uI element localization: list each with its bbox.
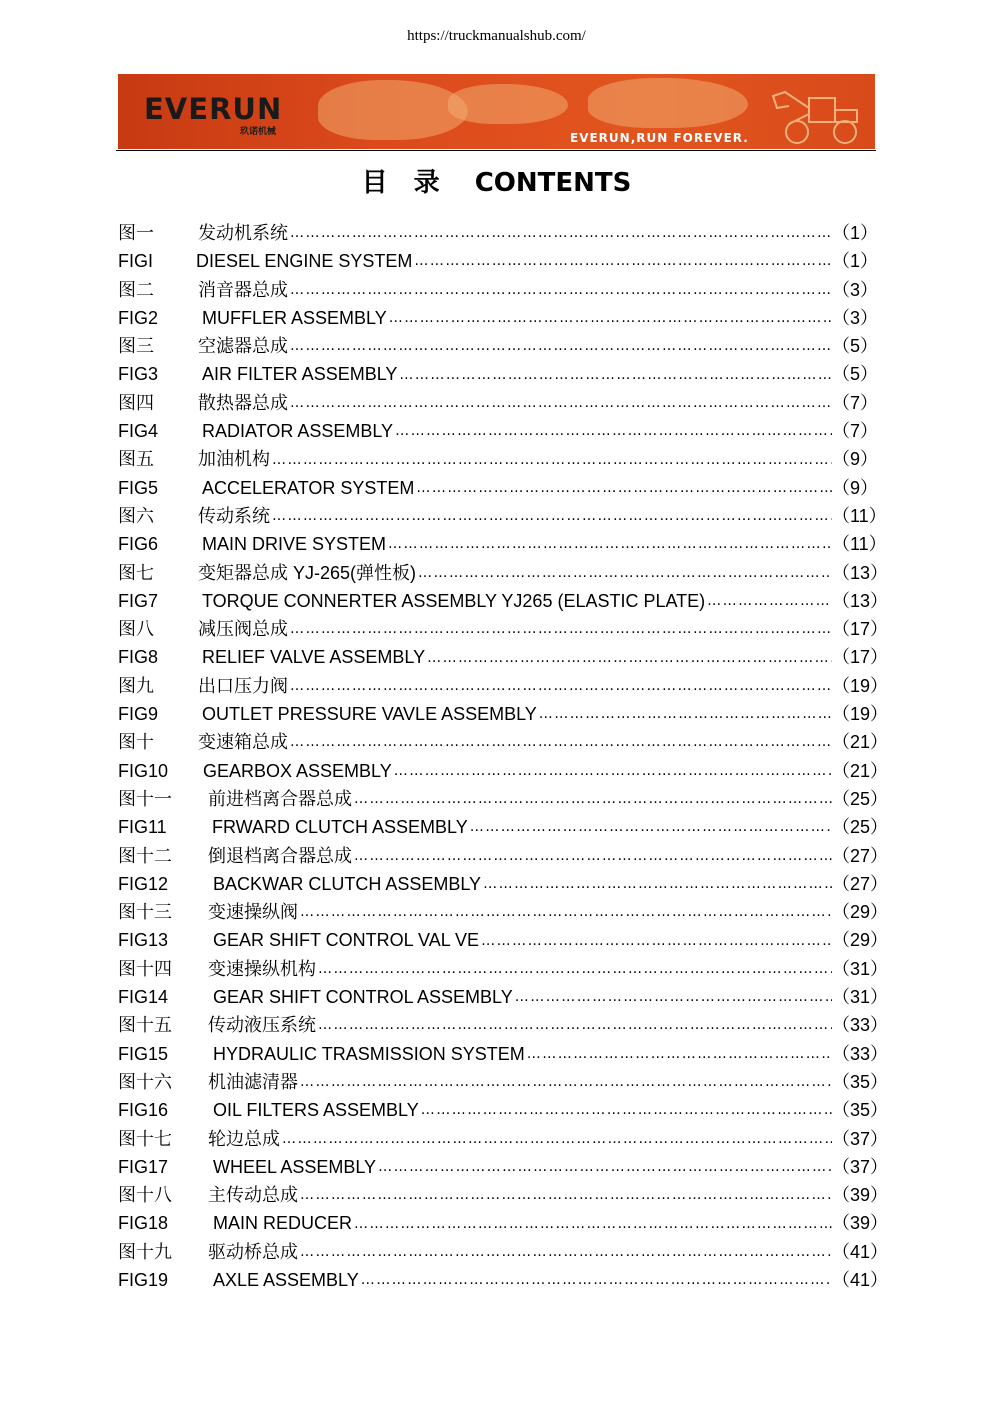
toc-entry-title: 散热器总成	[198, 392, 288, 413]
toc-figure-number: 图七	[118, 562, 154, 583]
toc-figure-number: 图一	[118, 223, 154, 243]
page-title	[0, 162, 993, 199]
toc-dot-leader	[361, 1266, 832, 1294]
toc-dot-leader	[290, 332, 832, 360]
toc-dot-leader	[318, 1011, 832, 1039]
toc-figure-number: 图四	[118, 392, 154, 413]
toc-entry-title: GEARBOX ASSEMBLY	[203, 760, 392, 781]
toc-entry[interactable]	[118, 1181, 889, 1209]
toc-entry[interactable]	[118, 1096, 889, 1124]
toc-figure-number: FIG11	[118, 817, 167, 838]
toc-entry-title: 消音器总成	[198, 279, 288, 300]
toc-figure-number: 图十七	[118, 1128, 172, 1149]
toc-figure-number: FIG4	[118, 421, 159, 442]
toc-dot-leader	[470, 813, 832, 841]
toc-entry[interactable]	[118, 389, 879, 417]
brand-logo-subtitle: 玖诺机械	[240, 127, 277, 137]
toc-figure-number: FIG5	[118, 477, 159, 498]
toc-page-number: （29）	[832, 902, 889, 923]
toc-page-number: （9）	[832, 449, 879, 470]
toc-page-number: （1）	[832, 223, 879, 243]
toc-entry[interactable]	[118, 728, 889, 756]
toc-figure-number: FIG15	[118, 1043, 169, 1064]
toc-page-number: （31）	[832, 987, 889, 1008]
toc-entry-title: 传动系统	[198, 505, 270, 526]
toc-entry[interactable]	[118, 276, 879, 304]
toc-page-number: （37）	[832, 1128, 889, 1149]
toc-entry[interactable]	[118, 219, 879, 247]
toc-page-number: （39）	[832, 1185, 889, 1206]
toc-entry[interactable]	[118, 1209, 889, 1237]
toc-figure-number: 图二	[118, 279, 154, 300]
toc-figure-number: 图十四	[118, 958, 172, 979]
toc-entry-title: TORQUE CONNERTER ASSEMBLY YJ265 (ELASTIC PLATE)	[202, 590, 706, 611]
toc-entry-title: 减压阀总成	[198, 619, 288, 640]
toc-page-number: （9）	[832, 477, 879, 498]
toc-entry-title: 机油滤清器	[208, 1071, 298, 1092]
toc-dot-leader	[300, 1238, 832, 1266]
toc-page-number: （21）	[832, 732, 889, 753]
toc-dot-leader	[354, 1210, 832, 1238]
toc-page-number: （19）	[832, 704, 889, 725]
toc-figure-number: 图十六	[118, 1071, 172, 1092]
toc-page-number: （1）	[832, 251, 879, 272]
toc-entry[interactable]	[118, 870, 889, 898]
toc-dot-leader	[389, 304, 832, 332]
toc-entry[interactable]	[118, 898, 889, 926]
toc-entry[interactable]	[118, 502, 887, 530]
toc-dot-leader	[290, 389, 832, 417]
toc-dot-leader	[539, 700, 832, 728]
toc-entry[interactable]	[118, 474, 879, 502]
toc-entry[interactable]	[118, 559, 889, 587]
toc-page-number: （35）	[832, 1071, 889, 1092]
toc-page-number: （3）	[832, 307, 879, 328]
banner-underline	[116, 150, 876, 151]
toc-figure-number: FIG12	[118, 873, 169, 894]
toc-figure-number: FIG19	[118, 1269, 169, 1290]
toc-figure-number: FIG10	[118, 760, 169, 781]
toc-entry[interactable]	[118, 445, 879, 473]
toc-entry[interactable]	[118, 360, 879, 388]
toc-dot-leader	[418, 559, 832, 587]
toc-entry[interactable]	[118, 926, 889, 954]
toc-page-number: （33）	[832, 1043, 889, 1064]
toc-entry-title: 变矩器总成 YJ-265(弹性板)	[198, 562, 417, 583]
toc-entry[interactable]	[118, 1153, 889, 1181]
toc-figure-number: FIG7	[118, 590, 159, 611]
toc-dot-leader	[290, 219, 832, 247]
toc-dot-leader	[290, 672, 832, 700]
toc-entry[interactable]	[118, 955, 889, 983]
toc-dot-leader	[388, 530, 832, 558]
toc-entry-title: RADIATOR ASSEMBLY	[202, 421, 394, 442]
toc-entry[interactable]	[118, 813, 889, 841]
toc-dot-leader	[378, 1153, 832, 1181]
toc-entry-title: DIESEL ENGINE SYSTEM	[196, 251, 413, 272]
toc-page-number: （27）	[832, 845, 889, 866]
toc-entry[interactable]	[118, 700, 889, 728]
toc-figure-number: FIG3	[118, 364, 159, 385]
toc-entry-title: 变速操纵机构	[208, 958, 316, 979]
toc-figure-number: 图九	[118, 675, 154, 696]
toc-entry[interactable]	[118, 417, 879, 445]
toc-page-number: （19）	[832, 675, 889, 696]
toc-dot-leader	[272, 446, 832, 474]
toc-entry-title: MUFFLER ASSEMBLY	[202, 307, 387, 328]
toc-dot-leader	[481, 927, 832, 955]
toc-page-number: （29）	[832, 930, 889, 951]
toc-entry[interactable]	[118, 983, 889, 1011]
toc-dot-leader	[707, 587, 832, 615]
toc-figure-number: FIG14	[118, 987, 169, 1008]
toc-entry-title: AXLE ASSEMBLY	[213, 1269, 359, 1290]
world-map-decoration	[318, 80, 468, 140]
toc-dot-leader	[416, 474, 832, 502]
toc-dot-leader	[414, 247, 832, 275]
toc-dot-leader	[290, 728, 832, 756]
toc-entry[interactable]	[118, 643, 889, 671]
toc-entry[interactable]	[118, 757, 889, 785]
toc-dot-leader	[483, 870, 832, 898]
toc-page-number: （11）	[832, 505, 887, 526]
toc-figure-number: FIG2	[118, 307, 159, 328]
toc-entry-title: OIL FILTERS ASSEMBLY	[213, 1100, 419, 1121]
toc-entry-title: MAIN DRIVE SYSTEM	[202, 534, 387, 555]
brand-slogan: EVERUN,RUN FOREVER.	[570, 131, 749, 145]
toc-entry-title: 轮边总成	[208, 1128, 280, 1149]
toc-page-number: （17）	[832, 647, 889, 668]
toc-figure-number: FIG16	[118, 1100, 169, 1121]
toc-dot-leader	[354, 842, 832, 870]
toc-page-number: （11）	[832, 534, 887, 555]
toc-entry-title: 主传动总成	[208, 1185, 298, 1206]
toc-figure-number: 图六	[118, 505, 154, 526]
toc-page-number: （5）	[832, 364, 879, 385]
toc-dot-leader	[300, 1181, 832, 1209]
toc-page-number: （41）	[832, 1241, 889, 1262]
toc-figure-number: 图十三	[118, 902, 172, 923]
toc-page-number: （35）	[832, 1100, 889, 1121]
toc-page-number: （39）	[832, 1213, 889, 1234]
toc-entry-title: 出口压力阀	[198, 675, 288, 696]
toc-entry-title: FRWARD CLUTCH ASSEMBLY	[212, 817, 468, 838]
toc-figure-number: 图八	[118, 619, 154, 640]
toc-entry[interactable]	[118, 1040, 889, 1068]
toc-page-number: （3）	[832, 279, 879, 300]
toc-dot-leader	[354, 785, 832, 813]
toc-dot-leader	[427, 644, 832, 672]
toc-entry-title: 发动机系统	[198, 223, 288, 243]
table-of-contents	[118, 219, 889, 1294]
toc-entry[interactable]	[118, 842, 889, 870]
toc-entry-title: RELIEF VALVE ASSEMBLY	[202, 647, 426, 668]
toc-page-number: （27）	[832, 873, 889, 894]
wheel-loader-icon	[769, 78, 869, 146]
toc-figure-number: FIG17	[118, 1156, 169, 1177]
toc-page-number: （13）	[832, 590, 889, 611]
toc-entry[interactable]	[118, 1011, 889, 1039]
toc-entry-title: 加油机构	[198, 449, 270, 470]
source-url: https://truckmanualshub.com/	[407, 28, 586, 44]
toc-page-number: （21）	[832, 760, 889, 781]
toc-entry-title: HYDRAULIC TRASMISSION SYSTEM	[213, 1043, 525, 1064]
toc-figure-number: FIG18	[118, 1213, 169, 1234]
toc-dot-leader	[300, 1068, 832, 1096]
toc-page-number: （25）	[832, 817, 889, 838]
toc-dot-leader	[527, 1040, 832, 1068]
toc-dot-leader	[272, 502, 832, 530]
toc-entry[interactable]	[118, 304, 879, 332]
toc-entry-title: GEAR SHIFT CONTROL VAL VE	[213, 930, 480, 951]
brand-logo: EVERUN	[144, 92, 283, 126]
toc-entry-title: 变速箱总成	[198, 732, 288, 753]
title-english: CONTENTS	[474, 168, 632, 198]
toc-page-number: （25）	[832, 788, 889, 809]
header-banner	[118, 74, 875, 149]
world-map-decoration	[448, 84, 568, 124]
toc-dot-leader	[394, 757, 832, 785]
toc-figure-number: 图五	[118, 449, 154, 470]
toc-entry[interactable]	[118, 672, 889, 700]
toc-page-number: （7）	[832, 421, 879, 442]
toc-figure-number: FIG9	[118, 704, 159, 725]
toc-figure-number: FIGI	[118, 251, 153, 272]
toc-entry-title: 驱动桥总成	[208, 1241, 298, 1262]
toc-figure-number: 图十一	[118, 788, 172, 809]
toc-figure-number: FIG13	[118, 930, 169, 951]
toc-dot-leader	[421, 1096, 832, 1124]
toc-page-number: （5）	[832, 336, 879, 357]
toc-entry-title: MAIN REDUCER	[213, 1213, 353, 1234]
toc-figure-number: FIG6	[118, 534, 159, 555]
toc-figure-number: 图十八	[118, 1185, 172, 1206]
toc-entry-title: 前进档离合器总成	[208, 788, 352, 809]
toc-dot-leader	[399, 361, 832, 389]
toc-page-number: （37）	[832, 1156, 889, 1177]
toc-dot-leader	[300, 898, 832, 926]
toc-figure-number: FIG8	[118, 647, 159, 668]
toc-figure-number: 图三	[118, 336, 154, 357]
toc-entry-title: ACCELERATOR SYSTEM	[202, 477, 415, 498]
toc-page-number: （41）	[832, 1269, 889, 1290]
toc-entry[interactable]	[118, 530, 887, 558]
toc-page-number: （31）	[832, 958, 889, 979]
toc-entry-title: BACKWAR CLUTCH ASSEMBLY	[213, 873, 482, 894]
toc-entry-title: 传动液压系统	[208, 1015, 316, 1036]
toc-entry-title: 变速操纵阀	[208, 902, 298, 923]
toc-dot-leader	[395, 417, 832, 445]
toc-page-number: （13）	[832, 562, 889, 583]
toc-entry[interactable]	[118, 785, 889, 813]
toc-page-number: （7）	[832, 392, 879, 413]
toc-dot-leader	[515, 983, 832, 1011]
toc-entry[interactable]	[118, 247, 879, 275]
title-chinese: 目录	[361, 168, 466, 198]
toc-entry-title: OUTLET PRESSURE VAVLE ASSEMBLY	[202, 704, 537, 725]
toc-page-number: （17）	[832, 619, 889, 640]
toc-figure-number: 图十	[118, 732, 154, 753]
toc-entry-title: 倒退档离合器总成	[208, 845, 352, 866]
toc-dot-leader	[290, 615, 832, 643]
toc-dot-leader	[282, 1125, 832, 1153]
toc-figure-number: 图十九	[118, 1241, 172, 1262]
toc-entry-title: WHEEL ASSEMBLY	[213, 1156, 377, 1177]
toc-entry[interactable]	[118, 1266, 889, 1294]
toc-dot-leader	[290, 276, 832, 304]
toc-entry[interactable]	[118, 1125, 889, 1153]
toc-entry-title: GEAR SHIFT CONTROL ASSEMBLY	[213, 987, 513, 1008]
toc-entry-title: 空滤器总成	[198, 336, 288, 357]
toc-figure-number: 图十二	[118, 845, 172, 866]
toc-entry[interactable]	[118, 332, 879, 360]
toc-entry-title: AIR FILTER ASSEMBLY	[202, 364, 398, 385]
toc-entry[interactable]	[118, 587, 889, 615]
toc-entry[interactable]	[118, 615, 889, 643]
toc-figure-number: 图十五	[118, 1015, 172, 1036]
toc-entry[interactable]	[118, 1238, 889, 1266]
toc-entry[interactable]	[118, 1068, 889, 1096]
toc-page-number: （33）	[832, 1015, 889, 1036]
world-map-decoration	[588, 78, 748, 128]
toc-dot-leader	[318, 955, 832, 983]
